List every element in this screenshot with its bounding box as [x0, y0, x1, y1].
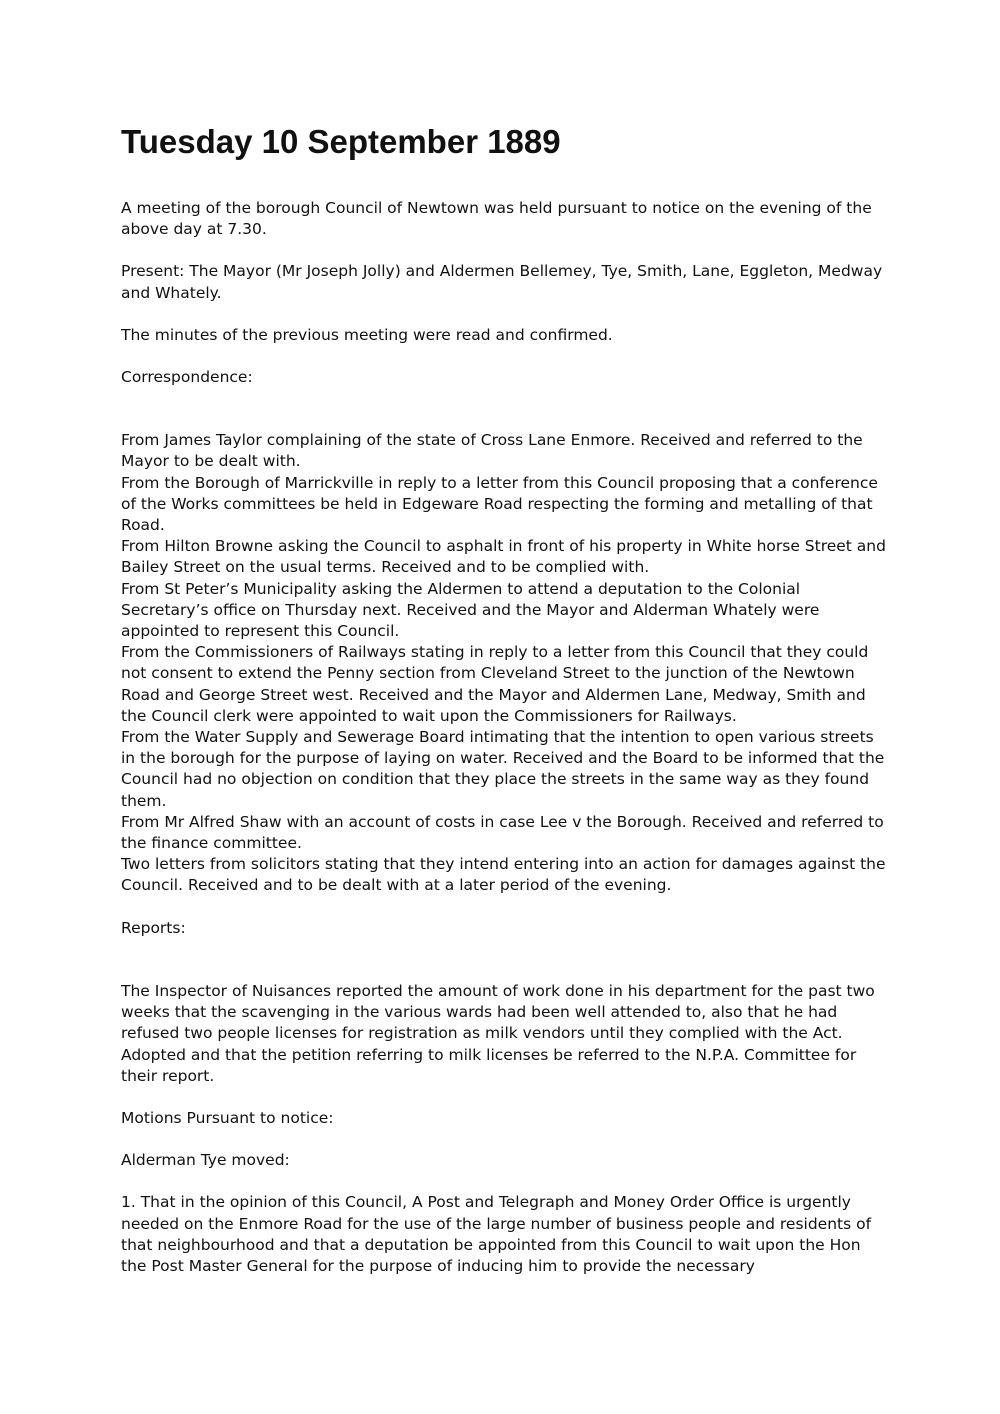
- correspondence-list: [121, 430, 886, 896]
- present-paragraph: Present: The Mayor (Mr Joseph Jolly) and Aldermen Bellemey, Tye, Smith, Lane, Eggleton, Medway and Whately.: [121, 262, 883, 302]
- correspondence-item: Two letters from solicitors stating that they intend entering into an action for damages against the Council. Received and to be dealt with at a later period of the evening.: [121, 855, 886, 895]
- motion-paragraph: 1. That in the opinion of this Council, A Post and Telegraph and Money Order Office is urgently needed on the Enmore Road for the use of the large number of business people and residents of that neighbourhood and that a deputation be appointed from this Council to wait upon the Hon the Post Master General for the purpose of inducing him to provide the necessary: [121, 1193, 872, 1275]
- correspondence-item: From Mr Alfred Shaw with an account of costs in case Lee v the Borough. Received and referred to the finance committee.: [121, 812, 884, 853]
- motions-heading: Motions Pursuant to notice:: [121, 1108, 334, 1127]
- correspondence-item: From St Peter’s Municipality asking the Aldermen to attend a deputation to the Colonial Secretary’s office on Thursday next. Received and the Mayor and Alderman Whately were appointed to represent this Council.: [121, 579, 820, 641]
- correspondence-item: From James Taylor complaining of the state of Cross Lane Enmore. Received and referred to the Mayor to be dealt with.: [121, 431, 863, 471]
- mover-line: Alderman Tye moved:: [121, 1151, 290, 1170]
- report-paragraph: The Inspector of Nuisances reported the amount of work done in his department for the past two weeks that the scavenging in the various wards had been well attended to, also that he had refused two people licenses for registration as milk vendors until they complied with the Act. Adopted and that the petition referring to milk licenses be referred to the N.P.A. Committee for their report.: [121, 981, 875, 1085]
- correspondence-item: From the Borough of Marrickville in reply to a letter from this Council proposing that a conference of the Works committees be held in Edgeware Road respecting the forming and metalling of that Road.: [121, 473, 878, 535]
- correspondence-heading: Correspondence:: [121, 368, 253, 387]
- correspondence-item: From the Water Supply and Sewerage Board intimating that the intention to open various streets in the borough for the purpose of laying on water. Received and the Board to be informed that the Council had no objection on condition that they place the streets in the same way as they found them.: [121, 728, 885, 810]
- intro-paragraph: A meeting of the borough Council of Newtown was held pursuant to notice on the evening of the above day at 7.30.: [121, 199, 872, 239]
- document-page: [121, 122, 886, 1277]
- correspondence-item: From Hilton Browne asking the Council to asphalt in front of his property in White horse Street and Bailey Street on the usual terms. Received and to be complied with.: [121, 537, 886, 577]
- minutes-paragraph: The minutes of the previous meeting were read and confirmed.: [121, 325, 613, 344]
- correspondence-item: From the Commissioners of Railways stating in reply to a letter from this Council that they could not consent to extend the Penny section from Cleveland Street to the junction of the Newtown Road and George Street west. Received and the Mayor and Aldermen Lane, Medway, Smith and the Council clerk were appointed to wait upon the Commissioners for Railways.: [121, 643, 869, 725]
- reports-heading: Reports:: [121, 918, 186, 937]
- page-title: Tuesday 10 September 1889: [121, 123, 561, 160]
